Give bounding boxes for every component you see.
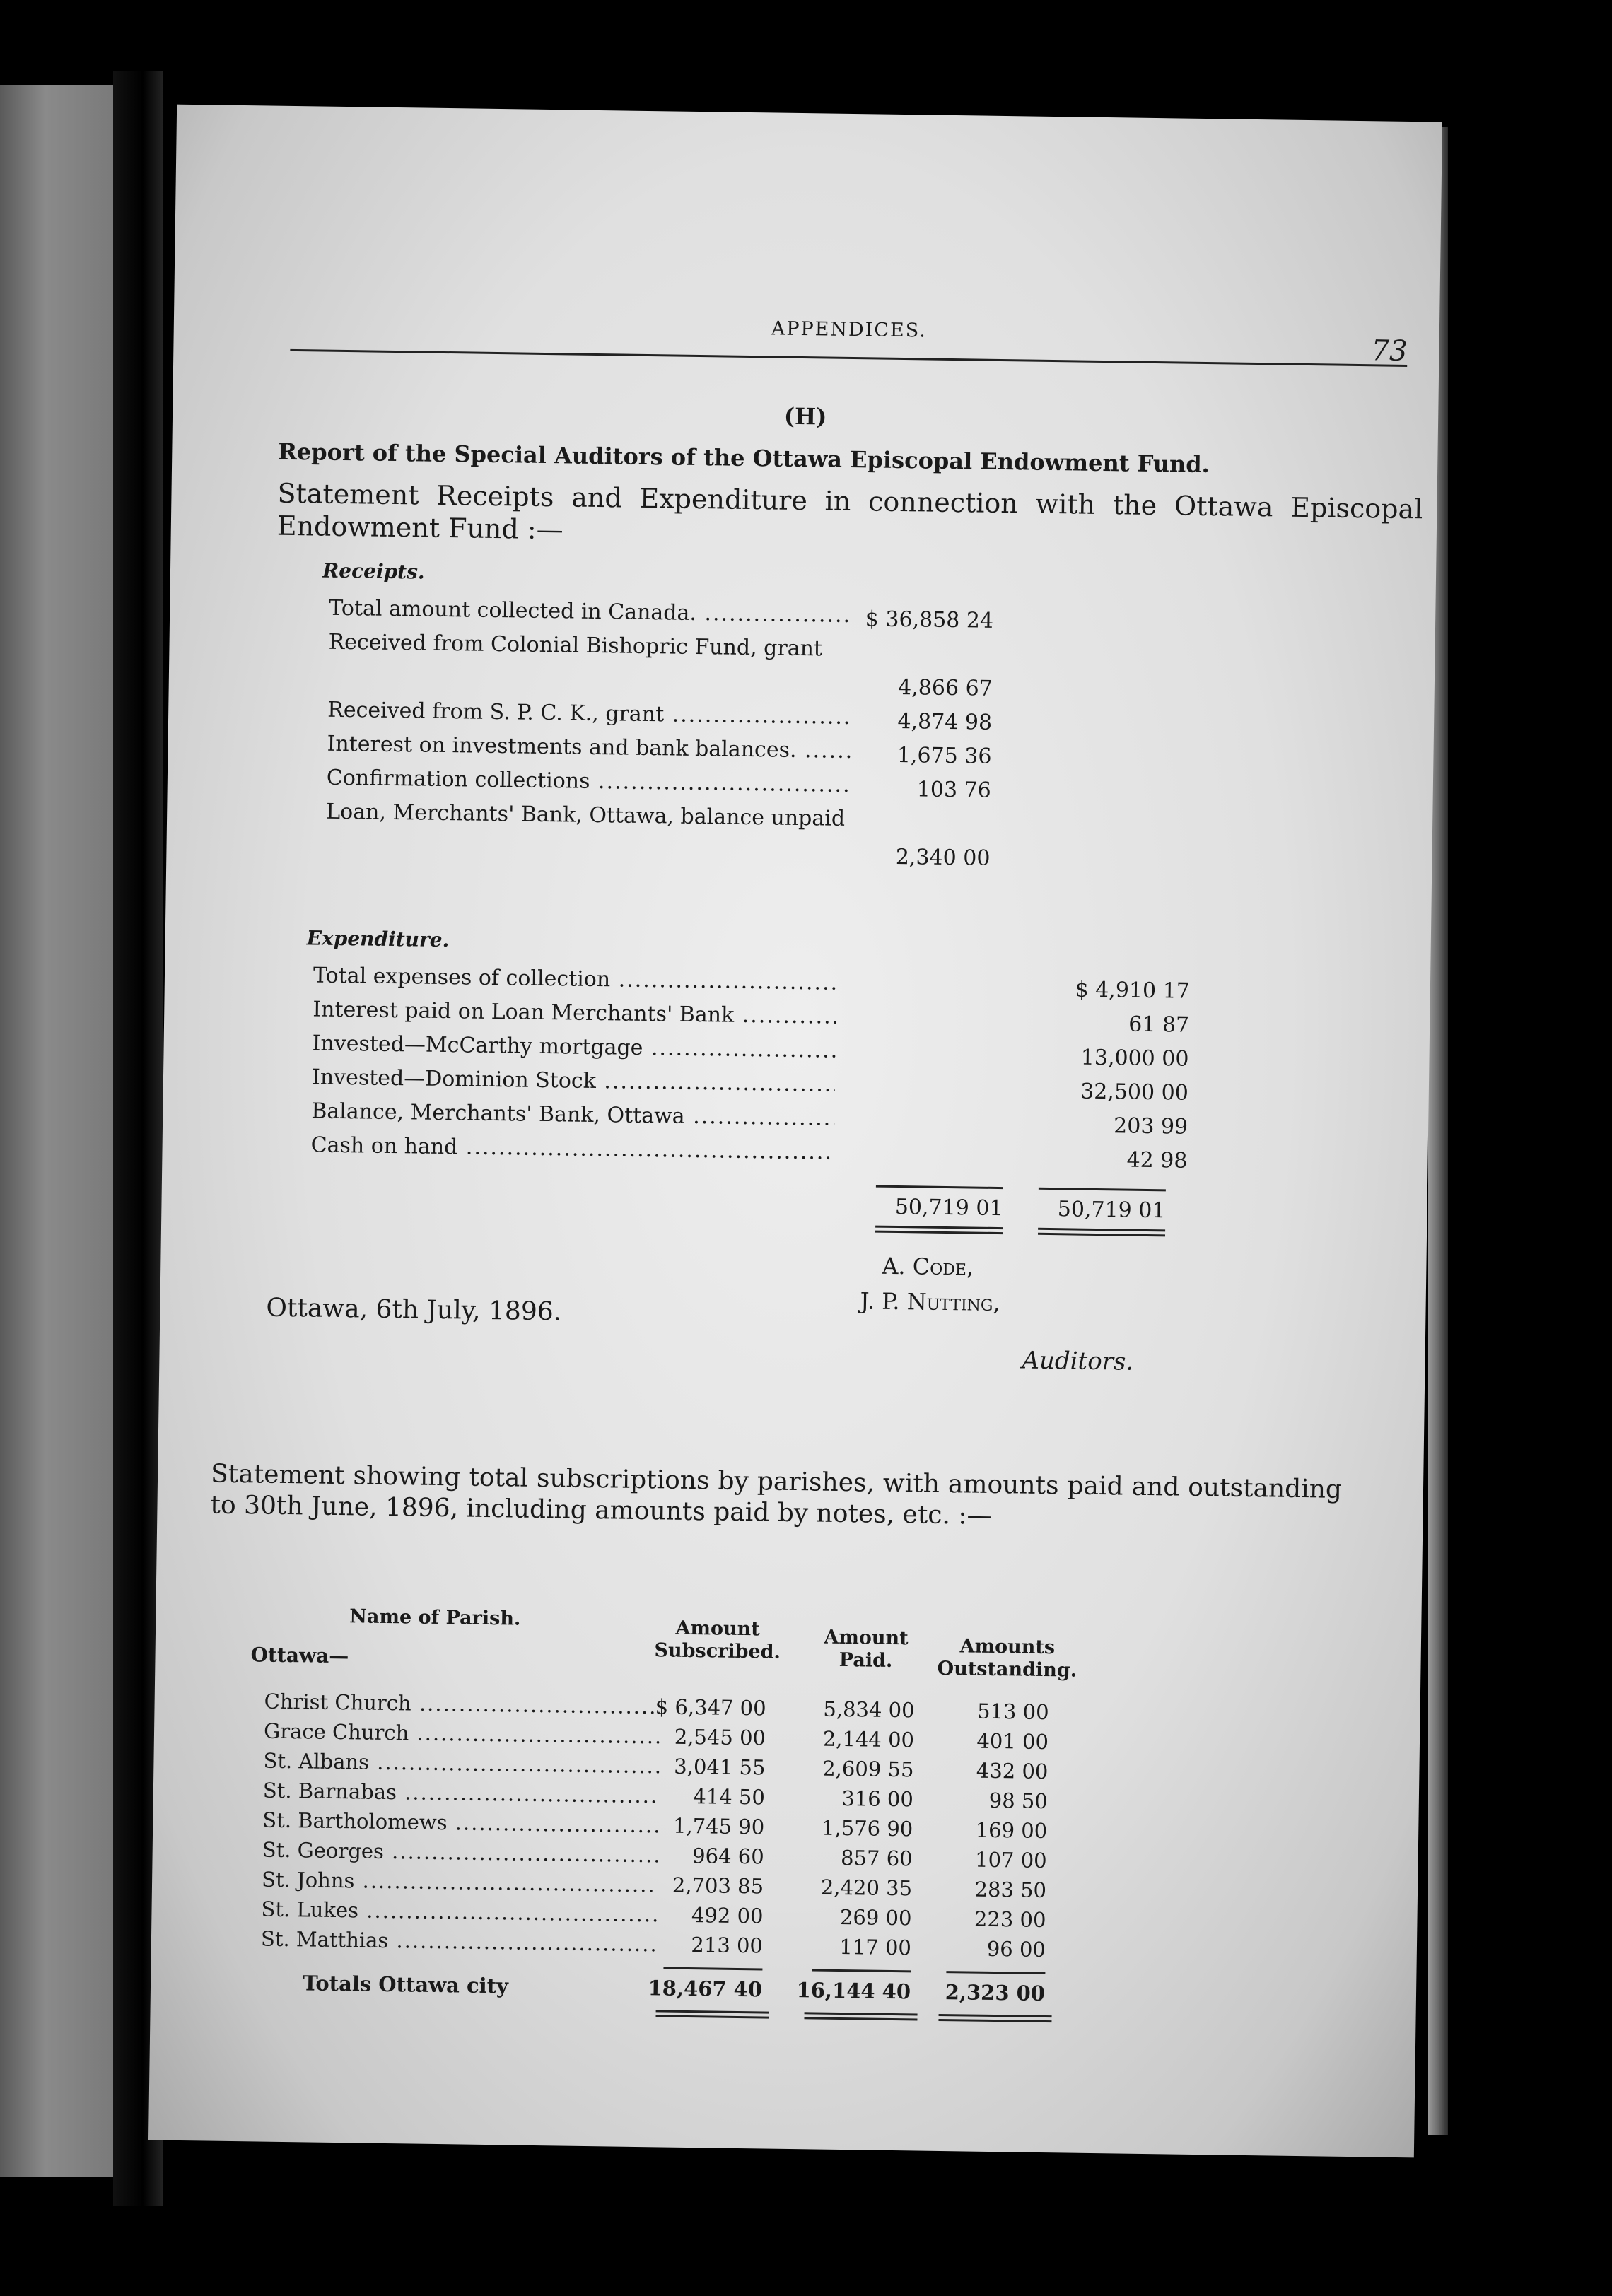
amount-outstanding: 513 00 (976, 1699, 1049, 1725)
amount-paid: 269 00 (839, 1904, 912, 1931)
receipts-list (325, 594, 1333, 880)
header-parish-name: Name of Parish. (349, 1605, 521, 1630)
expenditure-desc: Invested—McCarthy mortgage (312, 1031, 643, 1060)
amount-paid: 1,576 90 (821, 1815, 913, 1841)
amount-paid: 5,834 00 (823, 1697, 915, 1723)
expenditure-total: 50,719 01 (1057, 1197, 1166, 1224)
amount-paid: 2,144 00 (822, 1726, 915, 1752)
sum-rule-expenditure (1039, 1188, 1166, 1192)
receipt-value: 4,866 67 (897, 674, 993, 701)
expenditure-value: 203 99 (1113, 1113, 1188, 1140)
amount-outstanding: 96 00 (986, 1936, 1046, 1962)
report-title: Report of the Special Auditors of the Ottawa Episcopal Endowment Fund. (278, 438, 1210, 479)
intro-paragraph: Statement Receipts and Expenditure in connection with the Ottawa Episcopal Endowment Fund :— (276, 477, 1423, 546)
amount-outstanding: 283 50 (974, 1877, 1047, 1903)
receipt-desc: Interest on investments and bank balances. (327, 731, 797, 763)
expenditure-heading: Expenditure. (306, 926, 450, 952)
amount-subscribed: 2,703 85 (672, 1873, 764, 1899)
amount-outstanding: 401 00 (976, 1728, 1049, 1755)
auditor-signature-1: A. Code, (882, 1252, 974, 1281)
receipt-value: 1,675 36 (896, 742, 992, 769)
parish-name: Christ Church ..... (264, 1689, 660, 1719)
double-rule-subscribed (655, 2010, 769, 2018)
parish-name: St. Lukes ..... (261, 1897, 657, 1927)
expenditure-desc: Balance, Merchants' Bank, Ottawa (311, 1099, 685, 1129)
expenditure-desc: Interest paid on Loan Merchants' Bank (313, 997, 735, 1028)
sum-rule-paid (812, 1969, 911, 1972)
amount-subscribed: 492 00 (691, 1903, 764, 1928)
amount-outstanding: 107 00 (974, 1847, 1047, 1873)
amount-subscribed: 2,545 00 (674, 1724, 766, 1750)
amount-outstanding: 98 50 (988, 1788, 1049, 1814)
page-number: 73 (1371, 334, 1408, 368)
header-amount-subscribed: Amount Subscribed. (654, 1617, 781, 1663)
amount-paid: 2,609 55 (822, 1756, 914, 1782)
receipt-row (325, 798, 1330, 880)
parish-name: St. Albans ..... (263, 1749, 659, 1779)
receipt-value: 4,874 98 (897, 708, 993, 735)
parish-name: St. Matthias ..... (261, 1927, 657, 1957)
amount-subscribed: 414 50 (693, 1784, 766, 1810)
header-amount-paid: Amount Paid. (824, 1626, 909, 1672)
sum-rule-subscribed (663, 1967, 762, 1971)
double-rule-receipts (875, 1226, 1003, 1235)
receipt-value: 2,340 00 (895, 844, 991, 871)
statement-paragraph: Statement showing total subscriptions by parishes, with amounts paid and outstanding to 30th June, 1896, including amounts paid by notes, etc. :— (210, 1459, 1343, 1530)
double-rule-paid (804, 2012, 917, 2020)
expenditure-value: 61 87 (1128, 1012, 1190, 1038)
sum-rule-receipts (876, 1185, 1003, 1190)
section-mark: (H) (783, 402, 827, 430)
sum-rule-outstanding (946, 1971, 1045, 1974)
auditor-signature-2: J. P. Nutting, (860, 1287, 1000, 1317)
totals-label: Totals Ottawa city (302, 1971, 509, 1998)
parish-name: St. Georges ..... (262, 1838, 658, 1868)
auditors-label: Auditors. (1022, 1346, 1134, 1376)
receipt-desc: Loan, Merchants' Bank, Ottawa, balance unpaid (325, 799, 846, 831)
amount-paid: 857 60 (840, 1845, 913, 1871)
amount-subscribed: 213 00 (691, 1933, 764, 1958)
double-rule-expenditure (1038, 1228, 1165, 1237)
expenditure-value: 32,500 00 (1080, 1079, 1189, 1106)
parish-name: St. Barnabas ..... (263, 1779, 659, 1808)
amount-outstanding: 169 00 (975, 1817, 1048, 1844)
receipt-desc: Received from S. P. C. K., grant (327, 697, 665, 727)
expenditure-desc: Invested—Dominion Stock (311, 1065, 597, 1094)
total-outstanding: 2,323 00 (945, 1980, 1046, 2006)
expenditure-desc: Cash on hand (310, 1132, 458, 1160)
header-amounts-outstanding: Amounts Outstanding. (937, 1635, 1077, 1682)
expenditure-value: 13,000 00 (1080, 1045, 1189, 1072)
amount-subscribed: 1,745 90 (672, 1813, 765, 1839)
receipts-total: 50,719 01 (894, 1194, 1003, 1222)
parish-table (250, 1604, 1242, 2006)
receipt-value: $ 36,858 24 (865, 607, 994, 633)
amount-outstanding: 432 00 (976, 1758, 1049, 1784)
running-title: APPENDICES. (771, 317, 928, 342)
double-rule-outstanding (938, 2014, 1051, 2022)
expenditure-value: 42 98 (1126, 1147, 1188, 1173)
receipt-desc: Confirmation collections (326, 765, 590, 794)
receipt-desc: Total amount collected in Canada. (329, 595, 697, 626)
expenditure-value: $ 4,910 17 (1075, 977, 1191, 1004)
place-date: Ottawa, 6th July, 1896. (266, 1293, 562, 1327)
amount-paid: 2,420 35 (820, 1875, 913, 1901)
amount-paid: 316 00 (841, 1786, 914, 1812)
group-label: Ottawa— (250, 1643, 349, 1668)
book-page (148, 105, 1442, 2158)
totals-row (246, 1970, 1236, 2015)
receipts-heading: Receipts. (322, 558, 425, 584)
parish-name: St. Johns ..... (262, 1868, 658, 1897)
amount-outstanding: 223 00 (974, 1906, 1046, 1933)
expenditure-desc: Total expenses of collection (313, 963, 611, 992)
amount-subscribed: 964 60 (691, 1844, 764, 1869)
parish-name: St. Bartholomews ..... (262, 1808, 658, 1838)
receipt-value: 103 76 (916, 777, 991, 803)
facing-page-edge (0, 85, 113, 2177)
running-header (291, 311, 1408, 368)
expenditure-list (310, 961, 1317, 1179)
total-subscribed: 18,467 40 (648, 1976, 763, 2002)
receipt-desc: Received from Colonial Bishopric Fund, grant (328, 629, 823, 662)
amount-subscribed: 3,041 55 (674, 1754, 766, 1780)
amount-subscribed: $ 6,347 00 (655, 1694, 766, 1721)
amount-paid: 117 00 (839, 1934, 912, 1960)
total-paid: 16,144 40 (796, 1978, 911, 2004)
parish-name: Grace Church ..... (264, 1719, 660, 1749)
header-rule (290, 349, 1407, 367)
